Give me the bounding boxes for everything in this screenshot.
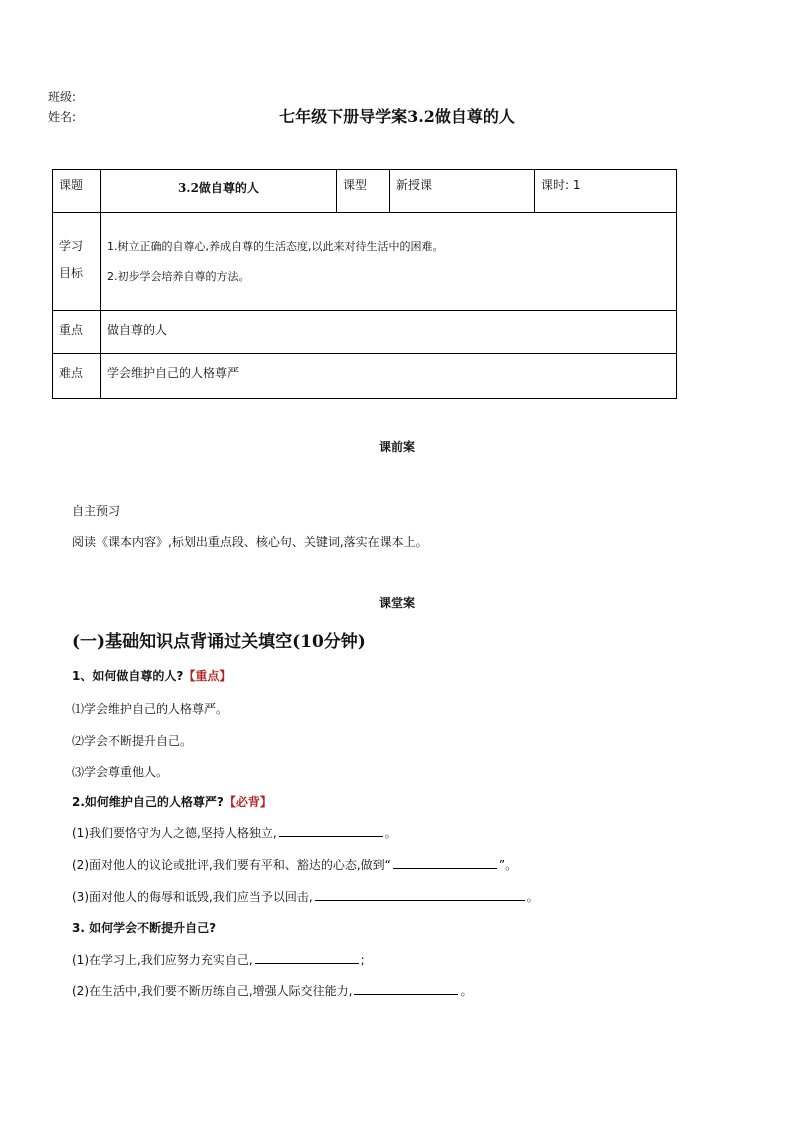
q3-item-1-text: (1)在学习上,我们应努力充实自己, <box>72 953 253 967</box>
fill-blank[interactable] <box>393 856 497 869</box>
q2-item-3-text: (3)面对他人的侮辱和诋毁,我们应当予以回击, <box>72 890 313 904</box>
q1-item-3: ⑶学会尊重他人。 <box>72 765 169 779</box>
question-1-tag: 【重点】 <box>183 669 232 683</box>
fill-blank[interactable] <box>279 824 383 837</box>
q2-item-3-end: 。 <box>526 890 539 904</box>
fill-blank[interactable] <box>354 982 458 995</box>
goal-item-2: 2.初步学会培养自尊的方法。 <box>107 270 250 283</box>
topic-label: 课题 <box>53 170 101 213</box>
q2-item-2 <box>72 856 517 873</box>
q2-item-2-end: ”。 <box>498 858 518 872</box>
pre-class-title: 课前案 <box>378 440 415 454</box>
name-label: 姓名: <box>48 110 77 124</box>
q3-item-2-end: 。 <box>460 984 473 998</box>
question-2-text: 2.如何维护自己的人格尊严? <box>72 795 224 809</box>
key-value: 做自尊的人 <box>101 311 677 354</box>
goals-row <box>53 213 677 311</box>
q3-item-2 <box>72 982 472 999</box>
key-label: 重点 <box>53 311 101 354</box>
goals-label-line-2: 目标 <box>59 266 84 280</box>
question-1 <box>72 667 231 684</box>
type-value: 新授课 <box>390 170 535 213</box>
question-1-text: 1、如何做自尊的人? <box>72 669 184 683</box>
q2-item-1-end: 。 <box>384 826 397 840</box>
difficulty-label: 难点 <box>53 354 101 399</box>
goals-label-line-1: 学习 <box>59 239 84 253</box>
pre-class-text: 阅读《课本内容》,标划出重点段、核心句、关键词,落实在课本上。 <box>72 535 428 549</box>
difficulty-value: 学会维护自己的人格尊严 <box>101 354 677 399</box>
pre-class-subtitle: 自主预习 <box>72 504 121 518</box>
question-3: 3. 如何学会不断提升自己? <box>72 921 217 935</box>
q2-item-1 <box>72 824 397 841</box>
document-title: 七年级下册导学案3.2做自尊的人 <box>279 107 515 126</box>
goals-label <box>53 213 101 311</box>
type-label: 课型 <box>337 170 390 213</box>
fill-blank[interactable] <box>315 888 525 901</box>
q2-item-1-text: (1)我们要恪守为人之德,坚持人格独立, <box>72 826 277 840</box>
q2-item-3 <box>72 888 539 905</box>
q3-item-2-text: (2)在生活中,我们要不断历练自己,增强人际交往能力, <box>72 984 353 998</box>
topic-value: 3.2做自尊的人 <box>101 170 337 213</box>
key-row <box>53 311 677 354</box>
lesson-info-table <box>52 169 677 399</box>
q3-item-1-end: ; <box>360 953 365 967</box>
q2-item-2-text: (2)面对他人的议论或批评,我们要有平和、豁达的心态,做到“ <box>72 858 391 872</box>
period-value: 课时: 1 <box>535 170 677 213</box>
goal-item-1: 1.树立正确的自尊心,养成自尊的生活态度,以此来对待生活中的困难。 <box>107 240 444 253</box>
class-label: 班级: <box>48 90 77 104</box>
difficulty-row <box>53 354 677 399</box>
fill-blank[interactable] <box>255 951 359 964</box>
question-2-tag: 【必背】 <box>223 795 272 809</box>
section-heading: (一)基础知识点背诵过关填空(10分钟) <box>72 632 366 652</box>
q1-item-2: ⑵学会不断提升自己。 <box>72 734 193 748</box>
question-2 <box>72 793 272 810</box>
q1-item-1: ⑴学会维护自己的人格尊严。 <box>72 702 229 716</box>
goals-value <box>101 213 677 311</box>
in-class-title: 课堂案 <box>378 596 415 610</box>
topic-row <box>53 170 677 213</box>
q3-item-1 <box>72 951 365 968</box>
